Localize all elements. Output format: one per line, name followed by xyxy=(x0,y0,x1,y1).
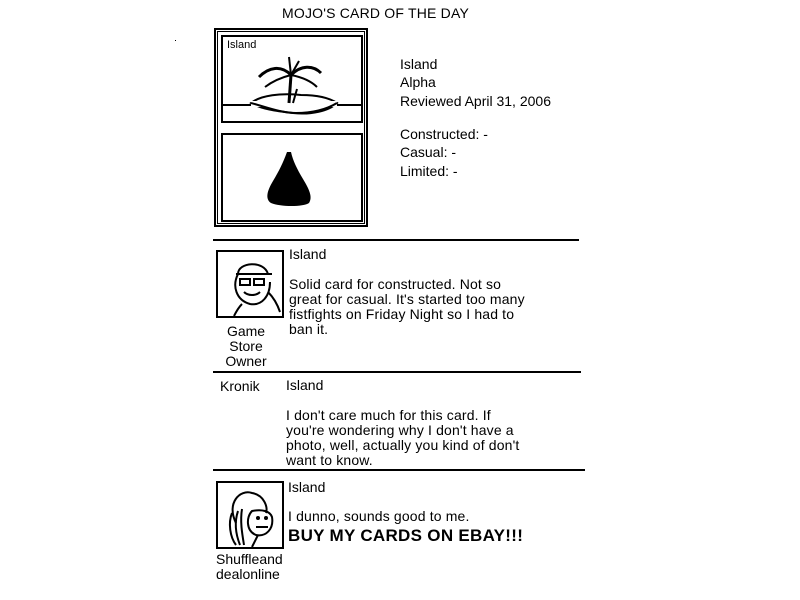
reviewer-name: Shuffleand dealonline xyxy=(216,551,283,582)
card-reviewed-date: Reviewed April 31, 2006 xyxy=(400,93,551,109)
ebay-promo: BUY MY CARDS ON EBAY!!! xyxy=(288,526,524,545)
reviewer-name: Game Store Owner xyxy=(225,323,267,369)
review-card-name: Island xyxy=(288,479,326,495)
stray-dot xyxy=(175,40,176,41)
review-body: Solid card for constructed. Not so great for casual. It's started too many fistfights on Friday Night so I had to ban it. xyxy=(289,276,525,337)
island-mana-symbol-icon xyxy=(221,133,363,222)
review-card-name: Island xyxy=(286,377,324,393)
review-body: I dunno, sounds good to me. xyxy=(288,508,470,524)
divider xyxy=(213,371,581,373)
avatar xyxy=(216,481,284,549)
rating-limited: Limited: - xyxy=(400,163,458,179)
review-body: I don't care much for this card. If you're wondering why I don't have a photo, well, actually you kind of don't want to know. xyxy=(286,407,520,468)
page-title: MOJO'S CARD OF THE DAY xyxy=(282,5,470,21)
rating-casual: Casual: - xyxy=(400,144,457,160)
rating-constructed: Constructed: - xyxy=(400,126,488,142)
card-art-label: Island xyxy=(227,39,257,51)
divider xyxy=(213,239,579,241)
game-store-owner-face-icon xyxy=(218,252,282,316)
reviewer-name: Kronik xyxy=(220,378,260,394)
shuffleanddealonline-face-icon xyxy=(218,483,282,547)
review-card-name: Island xyxy=(289,246,327,262)
avatar xyxy=(216,250,284,318)
card-set: Alpha xyxy=(400,74,436,90)
divider xyxy=(213,469,585,471)
card-name: Island xyxy=(400,56,438,72)
